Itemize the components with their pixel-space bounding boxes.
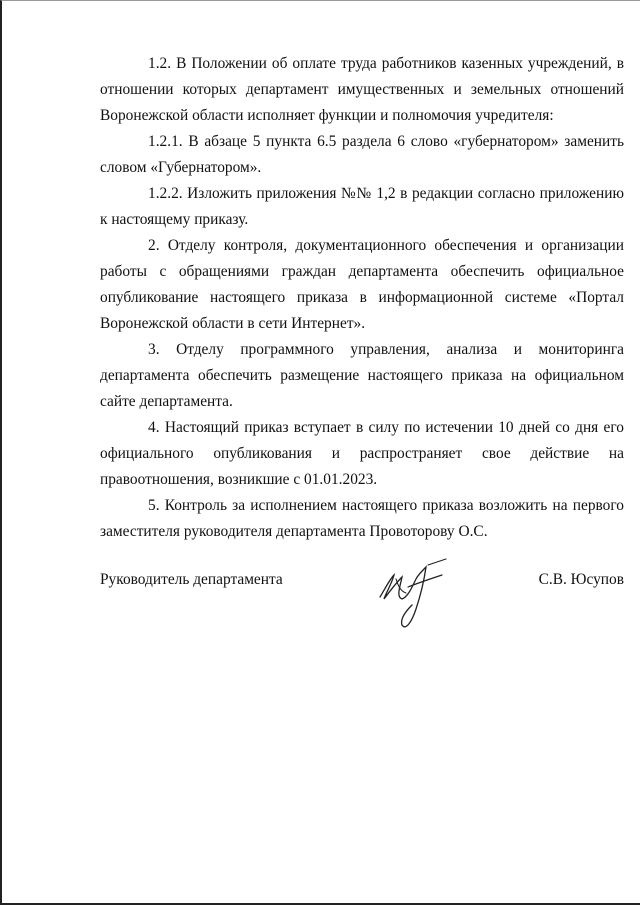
paragraph-line: сайте департамента. (100, 393, 233, 410)
paragraph-p-4 (100, 415, 624, 493)
paragraph-line: 1.2.2. Изложить приложения №№ 1,2 в редакции согласно приложению (148, 185, 624, 202)
paragraph-line: 2. Отделу контроля, документационного обеспечения и организации (148, 237, 624, 254)
paragraph-line: 4. Настоящий приказ вступает в силу по истечении 10 дней со дня его (148, 419, 624, 436)
paragraph-p-3 (100, 337, 624, 415)
handwritten-signature (372, 557, 472, 637)
paragraph-line: 1.2.1. В абзаце 5 пункта 6.5 раздела 6 слово «губернатором» заменить (148, 133, 624, 150)
paragraph-line: официального опубликования и распространяет свое действие на (100, 445, 624, 462)
paragraph-line: Воронежской области исполняет функции и полномочия учредителя: (100, 107, 554, 124)
paragraph-line: словом «Губернатором». (100, 159, 262, 176)
signatory-name: С.В. Юсупов (538, 571, 624, 588)
paragraph-line: 3. Отделу программного управления, анализа и мониторинга (148, 341, 624, 358)
paragraph-line: правоотношения, возникшие с 01.01.2023. (100, 471, 378, 488)
paragraph-p-1-2 (100, 51, 624, 129)
paragraph-p-1-2-1 (100, 129, 624, 181)
paragraph-line: 5. Контроль за исполнением настоящего приказа возложить на первого (148, 497, 624, 514)
paragraph-p-5 (100, 493, 624, 545)
paragraph-line: Воронежской области в сети Интернет». (100, 315, 366, 332)
paragraph-line: 1.2. В Положении об оплате труда работников казенных учреждений, в (148, 55, 624, 72)
paragraph-line: к настоящему приказу. (100, 211, 249, 228)
paragraph-line: департамента обеспечить размещение настоящего приказа на официальном (100, 367, 624, 384)
paragraph-p-2 (100, 233, 624, 337)
paragraph-line: заместителя руководителя департамента Провоторову О.С. (100, 523, 488, 540)
document-body (100, 51, 624, 545)
paragraph-p-1-2-2 (100, 181, 624, 233)
signatory-position: Руководитель департамента (100, 571, 283, 588)
paragraph-line: опубликование настоящего приказа в информационной системе «Портал (100, 289, 624, 306)
paragraph-line: работы с обращениями граждан департамента обеспечить официальное (100, 263, 624, 280)
paragraph-line: отношении которых департамент имущественных и земельных отношений (100, 81, 624, 98)
signature-block (100, 567, 624, 647)
